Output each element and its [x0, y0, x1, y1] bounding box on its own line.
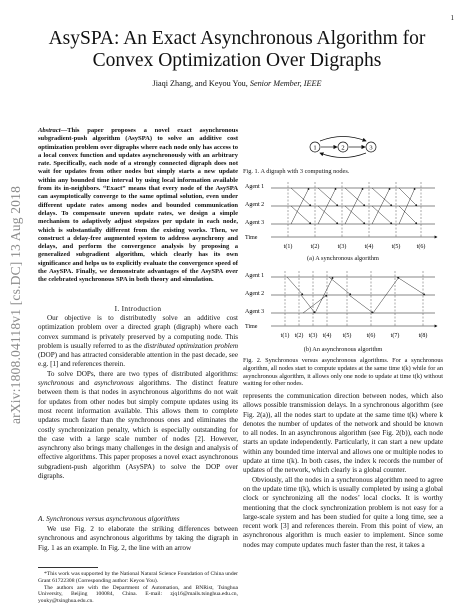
intro-p2-text-b: algorithms. The distinct feature between them is that nodes in asynchronous algorithms do not wait for updates from other nodes but simply compute updates using its most recent information available. This allows them to complete updates much faster than the synchronous ones and eliminates the costly synchronization penalty, which is especially outstanding for the case with a large scale number of nodes [2]. However, asynchrony also brings many challenges in the design and analysis of effective algorithms. This paper proposes a novel exact asynchronous subgradient-push algorithm (AsySPA) to solve the DOP over digraphs.	[38, 379, 238, 481]
right-paragraph-1: represents the communication direction between nodes, which also allows possible transmission delays. In a synchronous algorithm (see Fig. 2(a)), all the nodes start to update at the same time t(k) where k denotes the number of updates of the network and should be known to all nodes. In an asynchronous algorithm (see Fig. 2(b)), each node starts an update independently. Particularly, it can start a new update within any bounded time interval and allows one or multiple nodes to update at time t(k). In both cases, the index k records the number of updates of the network, which clearly is a global counter.	[243, 392, 443, 475]
fig2a-tick-label: t(6)	[416, 244, 426, 250]
arxiv-id: arXiv:1808.04118v1 [cs.DC] 13 Aug 2018	[8, 185, 23, 425]
fig2a-message-arrow	[345, 188, 365, 206]
edge-1-to-3	[320, 137, 366, 142]
arxiv-stamp	[4, 140, 28, 470]
fig2b-message-arrow	[303, 295, 327, 313]
fig2b-time-label: Time	[245, 324, 258, 330]
fig2b-tick-label: t(1)	[280, 333, 290, 339]
intro-p1-emphasis: distributed optimization problem	[143, 341, 239, 350]
intro-paragraph-2	[38, 370, 238, 482]
fig2a-tick-label: t(4)	[364, 244, 374, 250]
fig2a-message-arrow	[318, 206, 338, 224]
fig2b-message-arrow	[287, 277, 303, 295]
fig2b-asynchronous-timeline	[243, 268, 443, 344]
footnote-funding: *This work was supported by the National Natural Science Foundation of China under Grant 61722308 (Corresponding author: Keyou You).	[38, 571, 238, 584]
fig2a-message-arrow	[399, 206, 417, 224]
fig1-caption: Fig. 1. A digraph with 3 computing nodes.	[243, 168, 350, 175]
node-label-1: 1	[313, 144, 317, 152]
right-column-body	[243, 392, 443, 550]
fig2a-message-arrow	[372, 206, 392, 224]
introduction-body	[38, 314, 238, 481]
fig2a-time-label: Time	[245, 235, 258, 241]
fig2a-tick-label: t(1)	[283, 244, 293, 250]
author-names: Jiaqi Zhang, and Keyou You,	[152, 79, 248, 88]
subsection-a-body	[38, 525, 238, 553]
fig2a-message-arrow	[318, 188, 338, 206]
fig2-caption: Fig. 2. Synchronous versus asynchronous algorithms. For a synchronous algorithm, all nodes start to compute updates at the same time t(k) while for an asynchronous algorithm, it allows only one node to update at time t(k) without waiting for other nodes.	[243, 357, 443, 388]
node-label-2: 2	[341, 144, 345, 152]
abstract-label: Abstract	[38, 127, 61, 134]
section-heading-introduction: I. Introduction	[114, 304, 162, 313]
fig2a-message-arrow	[372, 188, 392, 206]
fig2b-tick-label: t(2)	[294, 333, 304, 339]
intro-p2-text-mid: and	[73, 379, 95, 388]
fig2b-agent-3-label: Agent 3	[245, 309, 265, 315]
subsection-a-paragraph-1: We use Fig. 2 to elaborate the striking differences between synchronous and asynchronous algorithms by taking the digraph in Fig. 1 as an example. In Fig. 2, the line with an arrow	[38, 525, 238, 552]
abstract-text: —This paper proposes a novel exact asynchronous subgradient-push algorithm (AsySPA) to solve an additive cost optimization problem over digraphs where each node only has access to a local convex function and updates asynchronously with an arbitrary rate. Specifically, each node of a strongly connected digraph does not wait for updates from other nodes but simply starts a new update within any bounded time interval by using local information available from its in-neighbors. “Exact” means that every node of the AsySPA can asymptotically converge to the same optimal solution, even under different update rates among nodes and bounded communication delays. To compensate uneven update rates, we design a simple mechanism to adaptively adjust stepsizes per update in each node, which is substantially different from the existing works. Then, we construct a delay-free augmented system to address asynchrony and delays, and perform the convergence analysis by proposing a generalized subgradient algorithm, which clearly has its own significance and helps us to explicitly evaluate the convergence speed of the AsySPA. Finally, we demonstrate advantages of the AsySPA over the celebrated synchronous SPA in both theory and simulation.	[38, 127, 238, 284]
fig2b-agent-2-label: Agent 2	[245, 291, 265, 297]
fig2b-agent-1-label: Agent 1	[245, 273, 265, 279]
abstract	[38, 127, 238, 285]
intro-p2-text-a: To solve DOPs, there are two types of distributed algorithms:	[47, 369, 238, 378]
fig2a-agent-1-label: Agent 1	[245, 184, 265, 190]
fig1-digraph	[243, 130, 443, 166]
fig2b-tick-label: t(8)	[418, 333, 428, 339]
fig2a-tick-label: t(3)	[337, 244, 347, 250]
right-paragraph-2: Obviously, all the nodes in a synchronous algorithm need to agree on the update time t(k), which is usually completed by using a global clock or synchronizing all the nodes’ local clocks. It is worthy mentioning that the clock synchronization problem is not easy for a large-scale system and has been studied for quite a long time, see a recent work [3] and references therein. From this point of view, an asynchronous algorithm is much easier to implement. Since some nodes may compute updates much faster than the rest, it takes a	[243, 475, 443, 549]
fig2a-tick-label: t(5)	[391, 244, 401, 250]
fig2a-agent-2-label: Agent 2	[245, 202, 265, 208]
footnote-affiliation: The authors are with the Department of Automation, and BNRist, Tsinghua University, Beijing 100084, China. E-mail: zjq16@mails.tsinghua.edu.cn, youky@tsinghua.edu.cn.	[38, 584, 238, 605]
intro-p2-emphasis-1: synchronous	[38, 379, 74, 388]
paper-title	[40, 28, 434, 72]
intro-paragraph-1	[38, 314, 238, 370]
fig2a-agent-3-label: Agent 3	[245, 220, 265, 226]
footnotes	[38, 571, 238, 605]
fig2b-tick-label: t(3)	[308, 333, 318, 339]
authors	[40, 79, 434, 88]
author-role: Senior Member, IEEE	[249, 79, 322, 88]
title-line-2: Convex Optimization Over Digraphs	[92, 50, 382, 71]
subsection-heading-a: A. Synchronous versus asynchronous algorithms	[38, 514, 180, 523]
fig2b-message-arrow	[397, 277, 425, 295]
node-label-3: 3	[369, 144, 373, 152]
intro-p2-emphasis-2: asynchronous	[94, 379, 134, 388]
fig2a-message-arrow	[291, 188, 311, 206]
fig2b-message-arrow	[329, 277, 351, 295]
intro-p1-text-a: Our objective is to distributedly solve an additive cost optimization problem over a directed graph (digraph) where each convex summand is privately preserved by a computing node. This problem is usually referred to as the	[38, 314, 238, 350]
edge-3-to-1	[320, 153, 366, 158]
footnote-rule	[38, 567, 98, 568]
fig2a-message-arrow	[291, 206, 311, 224]
fig2a-synchronous-timeline	[243, 179, 443, 255]
fig2b-tick-label: t(4)	[322, 333, 332, 339]
fig2a-caption: (a) A synchronous algorithm	[307, 255, 379, 262]
title-line-1: AsySPA: An Exact Asynchronous Algorithm for	[48, 28, 426, 49]
intro-p1-text-b: (DOP) and has attracted considerable attention in the past decade, see e.g. [1] and references therein.	[38, 351, 238, 369]
fig2b-tick-label: t(6)	[366, 333, 376, 339]
fig2a-message-arrow	[345, 206, 365, 224]
page-number: 1	[450, 14, 454, 22]
fig2b-tick-label: t(7)	[390, 333, 400, 339]
fig2b-message-arrow	[349, 295, 373, 313]
fig2b-tick-label: t(5)	[342, 333, 352, 339]
fig2a-tick-label: t(2)	[310, 244, 320, 250]
fig2b-caption: (b) An asynchronous algorithm	[303, 346, 383, 353]
